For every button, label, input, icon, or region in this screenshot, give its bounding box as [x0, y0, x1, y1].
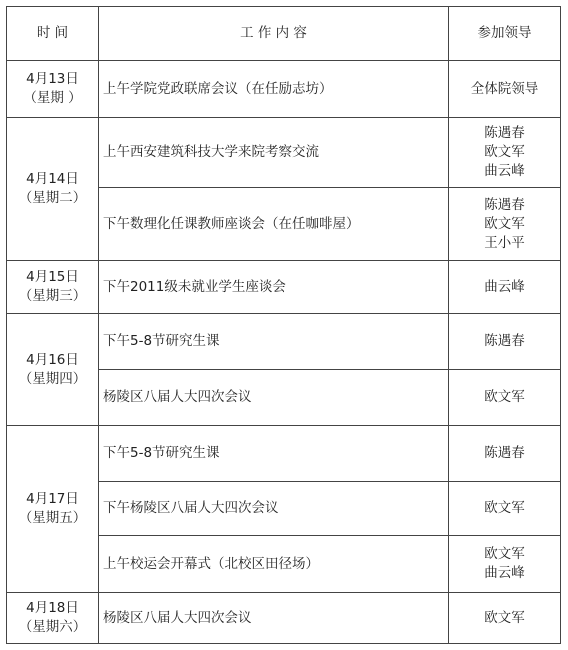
leaders-cell — [449, 314, 561, 370]
table-row — [7, 261, 561, 314]
content-cell: 上午西安建筑科技大学来院考察交流 — [99, 118, 449, 188]
weekday-label: （星期四） — [18, 370, 87, 387]
date-label: 4月13日 — [26, 71, 79, 87]
date-label: 4月17日 — [26, 491, 79, 507]
leaders-cell — [449, 536, 561, 593]
content-cell: 下午杨陵区八届人大四次会议 — [99, 482, 449, 536]
table-row — [7, 61, 561, 118]
leader-name: 陈遇春 — [484, 196, 525, 213]
leaders-cell — [449, 61, 561, 118]
leader-name: 欧文军 — [484, 389, 525, 405]
leader-name: 陈遇春 — [484, 333, 525, 349]
weekday-label: （星期六） — [18, 619, 87, 635]
weekday-label: （星期 ） — [23, 90, 82, 106]
content-cell: 杨陵区八届人大四次会议 — [99, 593, 449, 644]
table-row — [7, 314, 561, 370]
leader-name: 王小平 — [484, 234, 525, 251]
date-cell — [7, 593, 99, 644]
weekday-label: （星期五） — [18, 510, 87, 526]
content-cell: 上午学院党政联席会议（在任励志坊） — [99, 61, 449, 118]
date-cell — [7, 118, 99, 261]
content-cell: 下午5-8节研究生课 — [99, 314, 449, 370]
table-row — [7, 426, 561, 482]
leader-name: 欧文军 — [484, 500, 525, 516]
schedule-table — [6, 6, 561, 644]
content-cell: 下午2011级未就业学生座谈会 — [99, 261, 449, 314]
leader-name: 欧文军 — [484, 609, 525, 626]
weekday-label: （星期二） — [18, 190, 87, 206]
leader-name: 全体院领导 — [470, 80, 539, 97]
date-cell — [7, 61, 99, 118]
leaders-cell — [449, 118, 561, 188]
header-time: 时 间 — [7, 7, 99, 61]
date-cell — [7, 314, 99, 426]
leader-name: 曲云峰 — [484, 278, 525, 295]
leaders-cell — [449, 261, 561, 314]
leader-name: 陈遇春 — [484, 125, 525, 141]
content-cell: 杨陵区八届人大四次会议 — [99, 370, 449, 426]
weekday-label: （星期三） — [18, 288, 87, 304]
leaders-cell — [449, 188, 561, 261]
leader-name: 曲云峰 — [484, 565, 525, 581]
leaders-cell — [449, 370, 561, 426]
content-cell: 下午5-8节研究生课 — [99, 426, 449, 482]
table-row — [7, 593, 561, 644]
leaders-cell — [449, 593, 561, 644]
header-row — [7, 7, 561, 61]
header-content: 工 作 内 容 — [99, 7, 449, 61]
date-cell — [7, 261, 99, 314]
leaders-cell — [449, 482, 561, 536]
date-label: 4月15日 — [26, 269, 79, 285]
leader-name: 曲云峰 — [484, 163, 525, 179]
leader-name: 陈遇春 — [484, 445, 525, 461]
content-cell: 下午数理化任课教师座谈会（在任咖啡屋） — [99, 188, 449, 261]
table-row — [7, 118, 561, 188]
content-cell: 上午校运会开幕式（北校区田径场） — [99, 536, 449, 593]
date-label: 4月16日 — [26, 351, 79, 368]
leaders-cell — [449, 426, 561, 482]
date-label: 4月18日 — [26, 600, 79, 616]
header-leaders: 参加领导 — [449, 7, 561, 61]
date-label: 4月14日 — [26, 171, 79, 187]
leader-name: 欧文军 — [484, 546, 525, 562]
leader-name: 欧文军 — [484, 144, 525, 160]
leader-name: 欧文军 — [484, 215, 525, 232]
schedule-sheet — [6, 6, 560, 643]
date-cell — [7, 426, 99, 593]
